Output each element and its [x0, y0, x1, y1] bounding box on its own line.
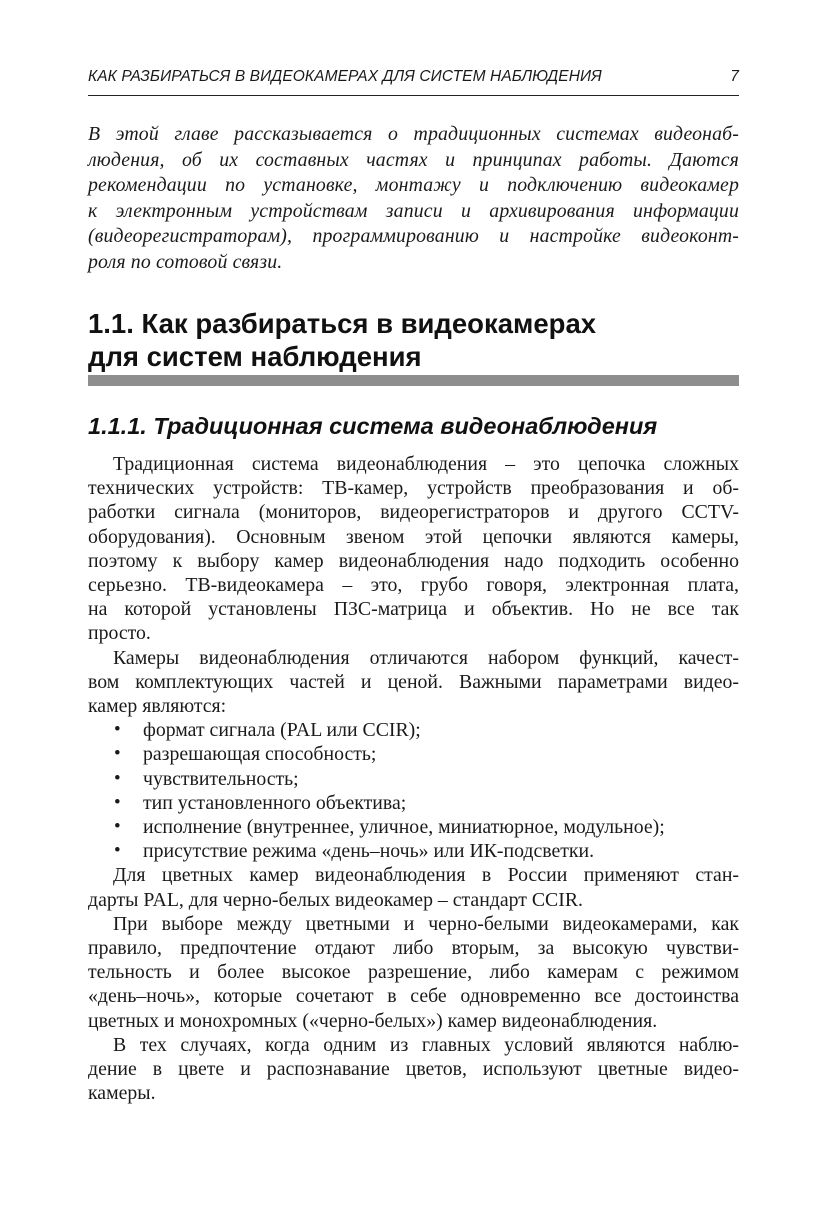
body-text [88, 452, 739, 1105]
bullet-icon: • [114, 816, 121, 838]
paragraph-line: правило, предпочтение отдают либо вторым, за высокую чувстви- [88, 937, 739, 960]
paragraph-line: Для цветных камер видеонаблюдения в России применяют стан- [113, 864, 739, 887]
paragraph-2 [88, 646, 739, 719]
abstract-line: людения, об их составных частях и принципах работы. Даются [88, 148, 739, 171]
running-head [88, 68, 739, 86]
list-item [88, 815, 739, 839]
paragraph-line: Камеры видеонаблюдения отличаются набором функций, качест- [113, 646, 739, 669]
running-head-title: КАК РАЗБИРАТЬСЯ В ВИДЕОКАМЕРАХ ДЛЯ СИСТЕМ НАБЛЮДЕНИЯ [88, 68, 602, 85]
paragraph-line: тельность и более высокое разрешение, либо камерам с режимом [88, 961, 739, 984]
list-item-text: разрешающая способность; [143, 743, 377, 766]
abstract-line: рекомендации по установке, монтажу и подключению видеокамер [88, 174, 739, 196]
section-heading-line: 1.1. Как разбираться в видеокамерах [88, 308, 597, 339]
list-item [88, 791, 739, 815]
abstract-line: В этой главе рассказывается о традиционных системах видеонаб- [88, 123, 739, 145]
parameter-list [88, 718, 739, 863]
paragraph-line: работки сигнала (мониторов, видеорегистраторов и другого CCTV- [88, 501, 739, 524]
paragraph-line: на которой установлены ПЗС-матрица и объектив. Но не все так [88, 598, 739, 621]
paragraph-line: камер являются: [88, 695, 227, 718]
bullet-icon: • [114, 719, 121, 741]
paragraph-line: вом комплектующих частей и ценой. Важными параметрами видео- [88, 670, 739, 693]
bullet-icon: • [114, 743, 121, 765]
bullet-icon: • [114, 791, 121, 813]
subsection-heading: 1.1.1. Традиционная система видеонаблюдения [88, 413, 658, 439]
page-number: 7 [730, 68, 739, 85]
abstract-line: к электронным устройствам записи и архивирования информации [88, 199, 739, 222]
header-rule [88, 95, 739, 96]
paragraph-line: При выборе между цветными и черно-белыми видеокамерами, как [113, 912, 739, 935]
bullet-icon: • [114, 840, 121, 862]
chapter-abstract [88, 122, 739, 275]
paragraph-line: дарты PAL, для черно-белых видеокамер – стандарт CCIR. [88, 888, 583, 911]
section-heading-bar [88, 375, 739, 386]
abstract-line: (видеорегистраторам), программированию и настройке видеоконт- [88, 225, 739, 247]
abstract-line: роля по сотовой связи. [88, 250, 283, 273]
list-item [88, 742, 739, 766]
paragraph-line: Традиционная система видеонаблюдения – это цепочка сложных [113, 453, 739, 475]
paragraph-5 [88, 1033, 739, 1106]
paragraph-4 [88, 912, 739, 1033]
paragraph-line: технических устройств: ТВ-камер, устройств преобразования и об- [88, 477, 739, 500]
paragraph-line: дение в цвете и распознавание цветов, используют цветные видео- [88, 1058, 739, 1081]
paragraph-1 [88, 452, 739, 646]
list-item [88, 839, 739, 863]
paragraph-line: В тех случаях, когда одним из главных условий являются наблю- [113, 1033, 739, 1056]
list-item-text: формат сигнала (PAL или CCIR); [143, 719, 421, 742]
paragraph-line: поэтому к выбору камер видеонаблюдения надо подходить особенно [88, 549, 739, 572]
paragraph-line: цветных и монохромных («черно-белых») камер видеонаблюдения. [88, 1009, 658, 1032]
list-item-text: чувствительность; [143, 767, 299, 790]
list-item [88, 767, 739, 791]
list-item-text: тип установленного объектива; [143, 791, 407, 814]
bullet-icon: • [114, 767, 121, 789]
paragraph-line: камеры. [88, 1082, 156, 1105]
section-heading-line: для систем наблюдения [88, 341, 422, 372]
paragraph-3 [88, 863, 739, 911]
list-item-text: исполнение (внутреннее, уличное, миниатюрное, модульное); [143, 816, 665, 839]
paragraph-line: оборудования). Основным звеном этой цепочки являются камеры, [88, 525, 739, 548]
list-item [88, 718, 739, 742]
section-heading [88, 307, 748, 373]
paragraph-line: «день–ночь», которые сочетают в себе одновременно все достоинства [88, 985, 739, 1008]
list-item-text: присутствие режима «день–ночь» или ИК-подсветки. [143, 840, 595, 863]
paragraph-line: серьезно. ТВ-видеокамера – это, грубо говоря, электронная плата, [88, 574, 739, 597]
paragraph-line: просто. [88, 622, 151, 645]
